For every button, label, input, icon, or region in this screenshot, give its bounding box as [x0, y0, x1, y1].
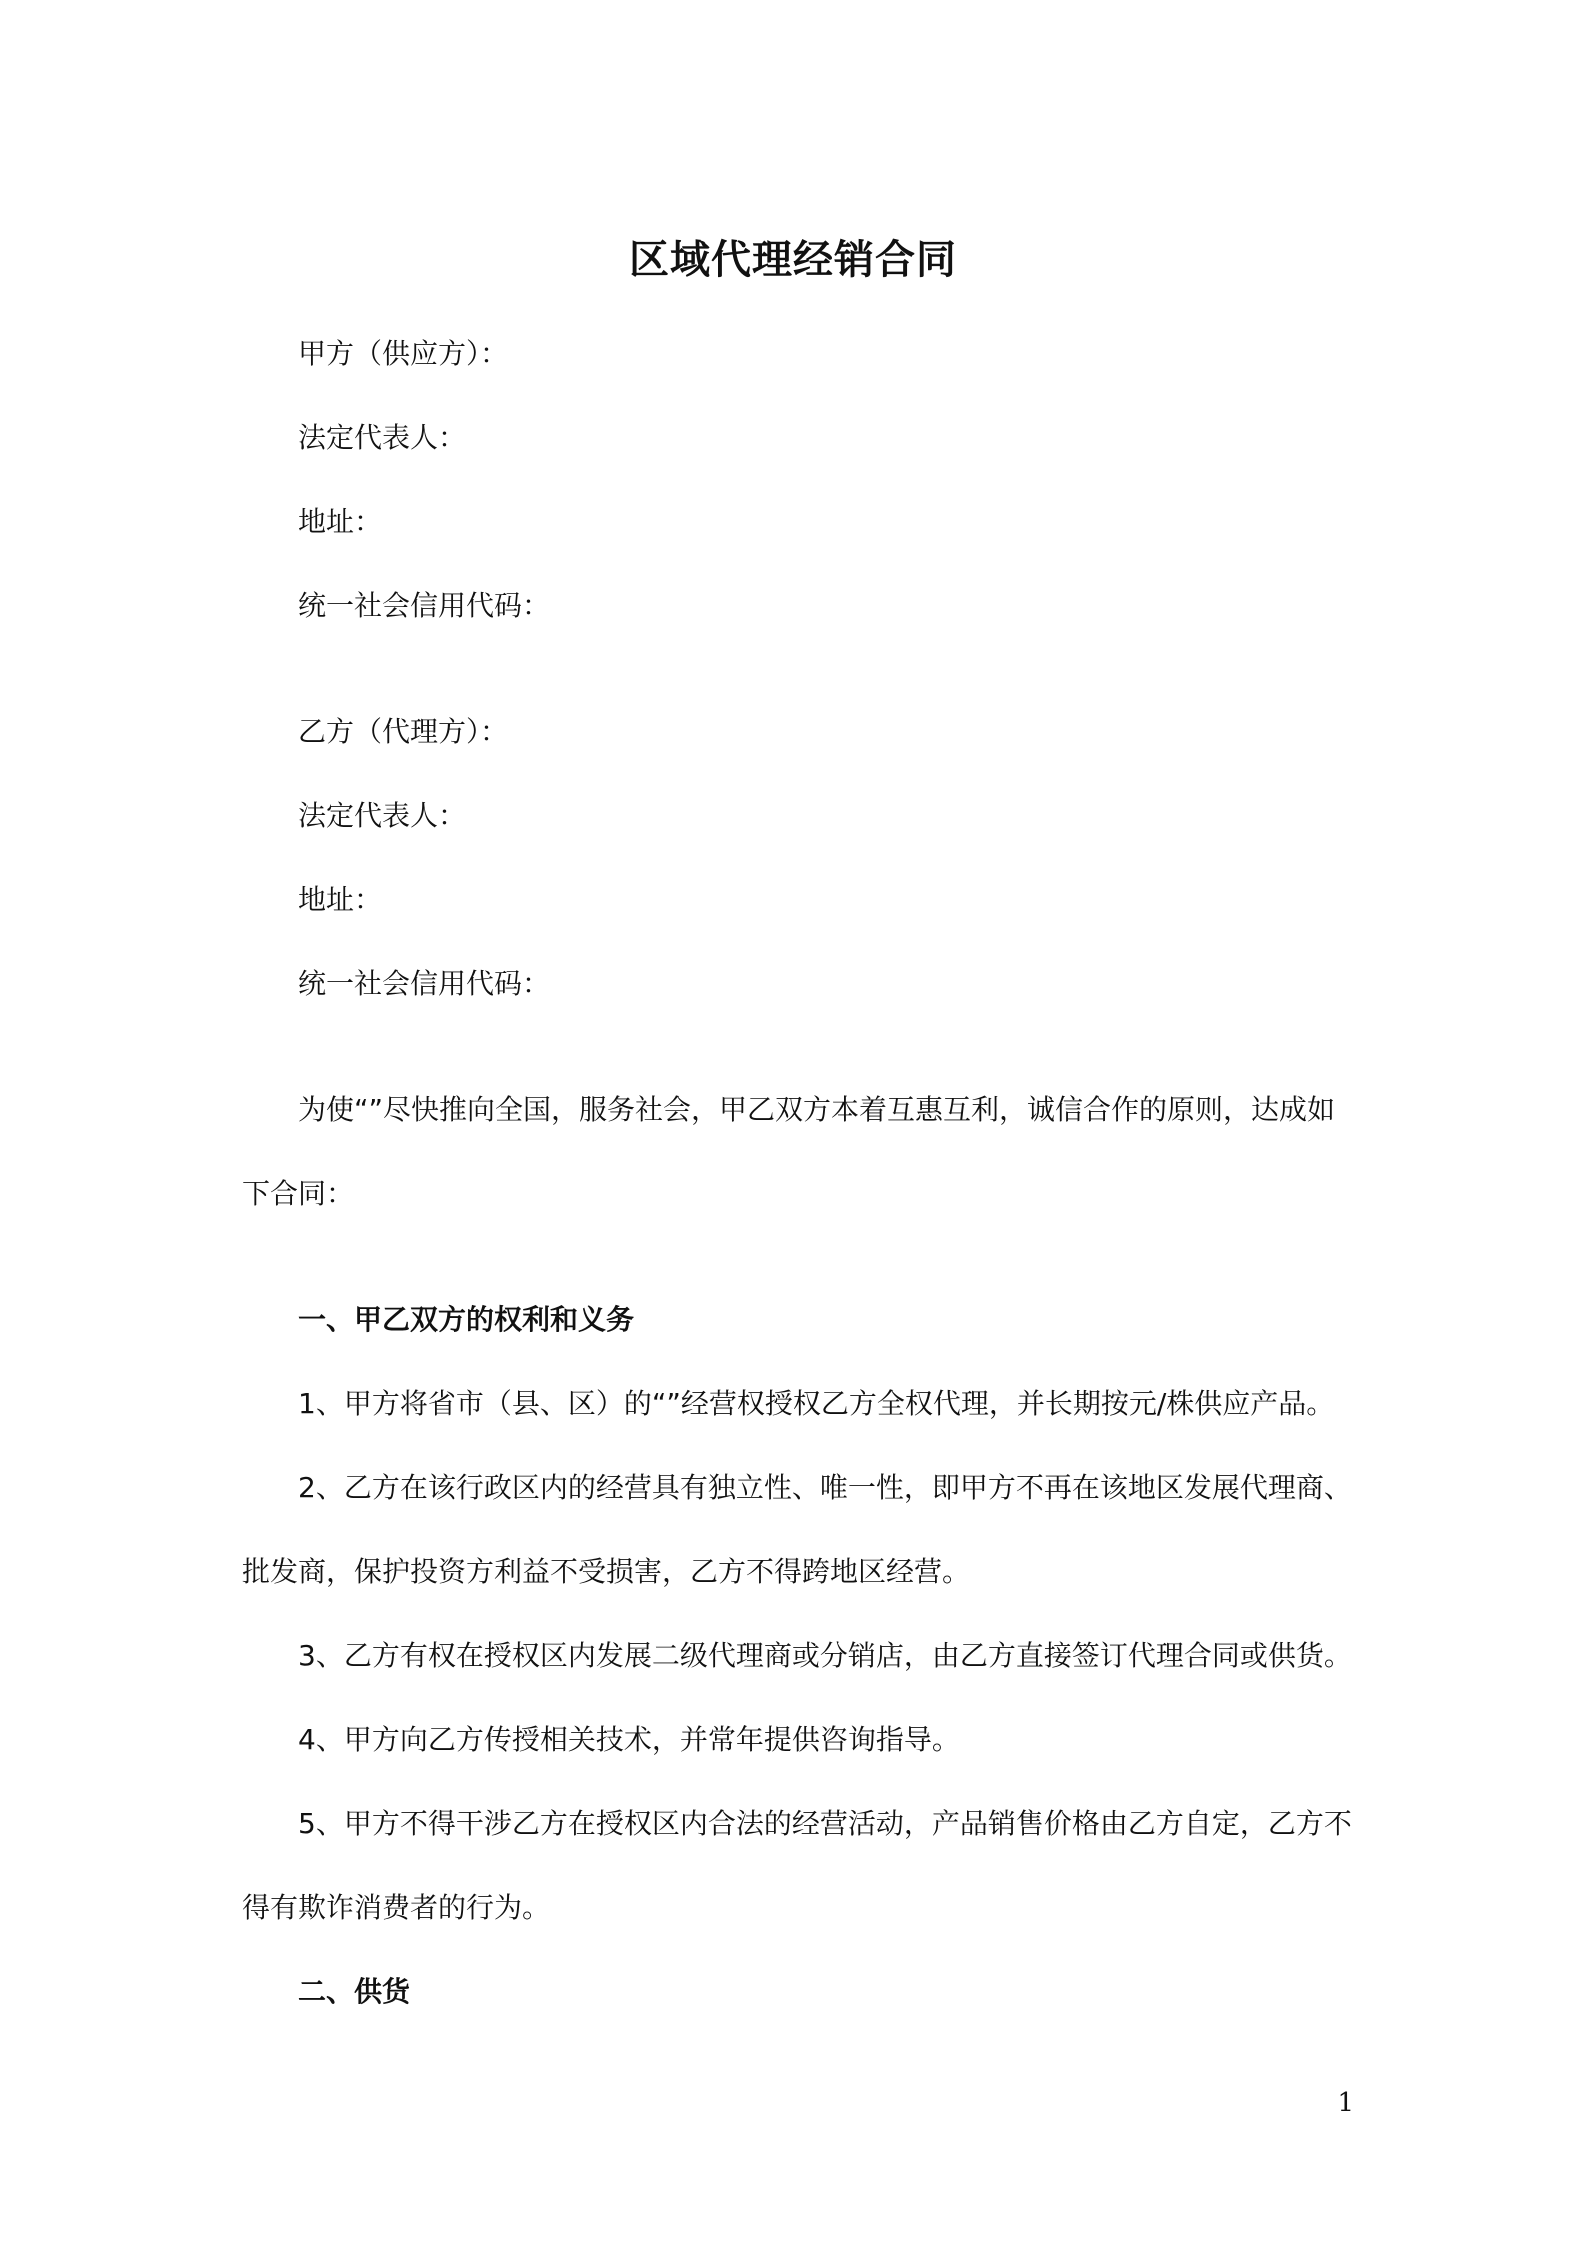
- section-1-item-2-line-2: 批发商，保护投资方利益不受损害，乙方不得跨地区经营。: [242, 1555, 971, 1588]
- page-number: 1: [1337, 2088, 1354, 2118]
- party-b-rep-label: 法定代表人：: [298, 799, 467, 832]
- section-1-item-5-line-1: 5、甲方不得干涉乙方在授权区内合法的经营活动，产品销售价格由乙方自定，乙方不: [298, 1807, 1352, 1840]
- party-a-address-label: 地址：: [298, 505, 383, 538]
- party-a-name-label: 甲方（供应方）：: [298, 337, 509, 370]
- section-1-item-5-line-2: 得有欺诈消费者的行为。: [242, 1891, 551, 1924]
- party-b-name-label: 乙方（代理方）：: [298, 715, 509, 748]
- party-a-rep-label: 法定代表人：: [298, 421, 467, 454]
- party-b-address-label: 地址：: [298, 883, 383, 916]
- section-2-heading: 二、供货: [298, 1975, 411, 2008]
- section-1-item-4: 4、甲方向乙方传授相关技术，并常年提供咨询指导。: [298, 1723, 960, 1756]
- section-1-heading: 一、甲乙双方的权利和义务: [298, 1303, 635, 1336]
- section-1-item-3: 3、乙方有权在授权区内发展二级代理商或分销店，由乙方直接签订代理合同或供货。: [298, 1639, 1352, 1672]
- section-1-item-1: 1、甲方将省市（县、区）的“”经营权授权乙方全权代理，并长期按元/株供应产品。: [298, 1387, 1335, 1420]
- section-1-item-2-line-1: 2、乙方在该行政区内的经营具有独立性、唯一性，即甲方不再在该地区发展代理商、: [298, 1471, 1352, 1504]
- party-a-credit-label: 统一社会信用代码：: [298, 589, 551, 622]
- intro-line-2: 下合同：: [242, 1177, 355, 1210]
- intro-line-1: 为使“”尽快推向全国，服务社会，甲乙双方本着互惠互利，诚信合作的原则，达成如: [298, 1093, 1336, 1126]
- page-title: 区域代理经销合同: [629, 237, 957, 283]
- party-b-credit-label: 统一社会信用代码：: [298, 967, 551, 1000]
